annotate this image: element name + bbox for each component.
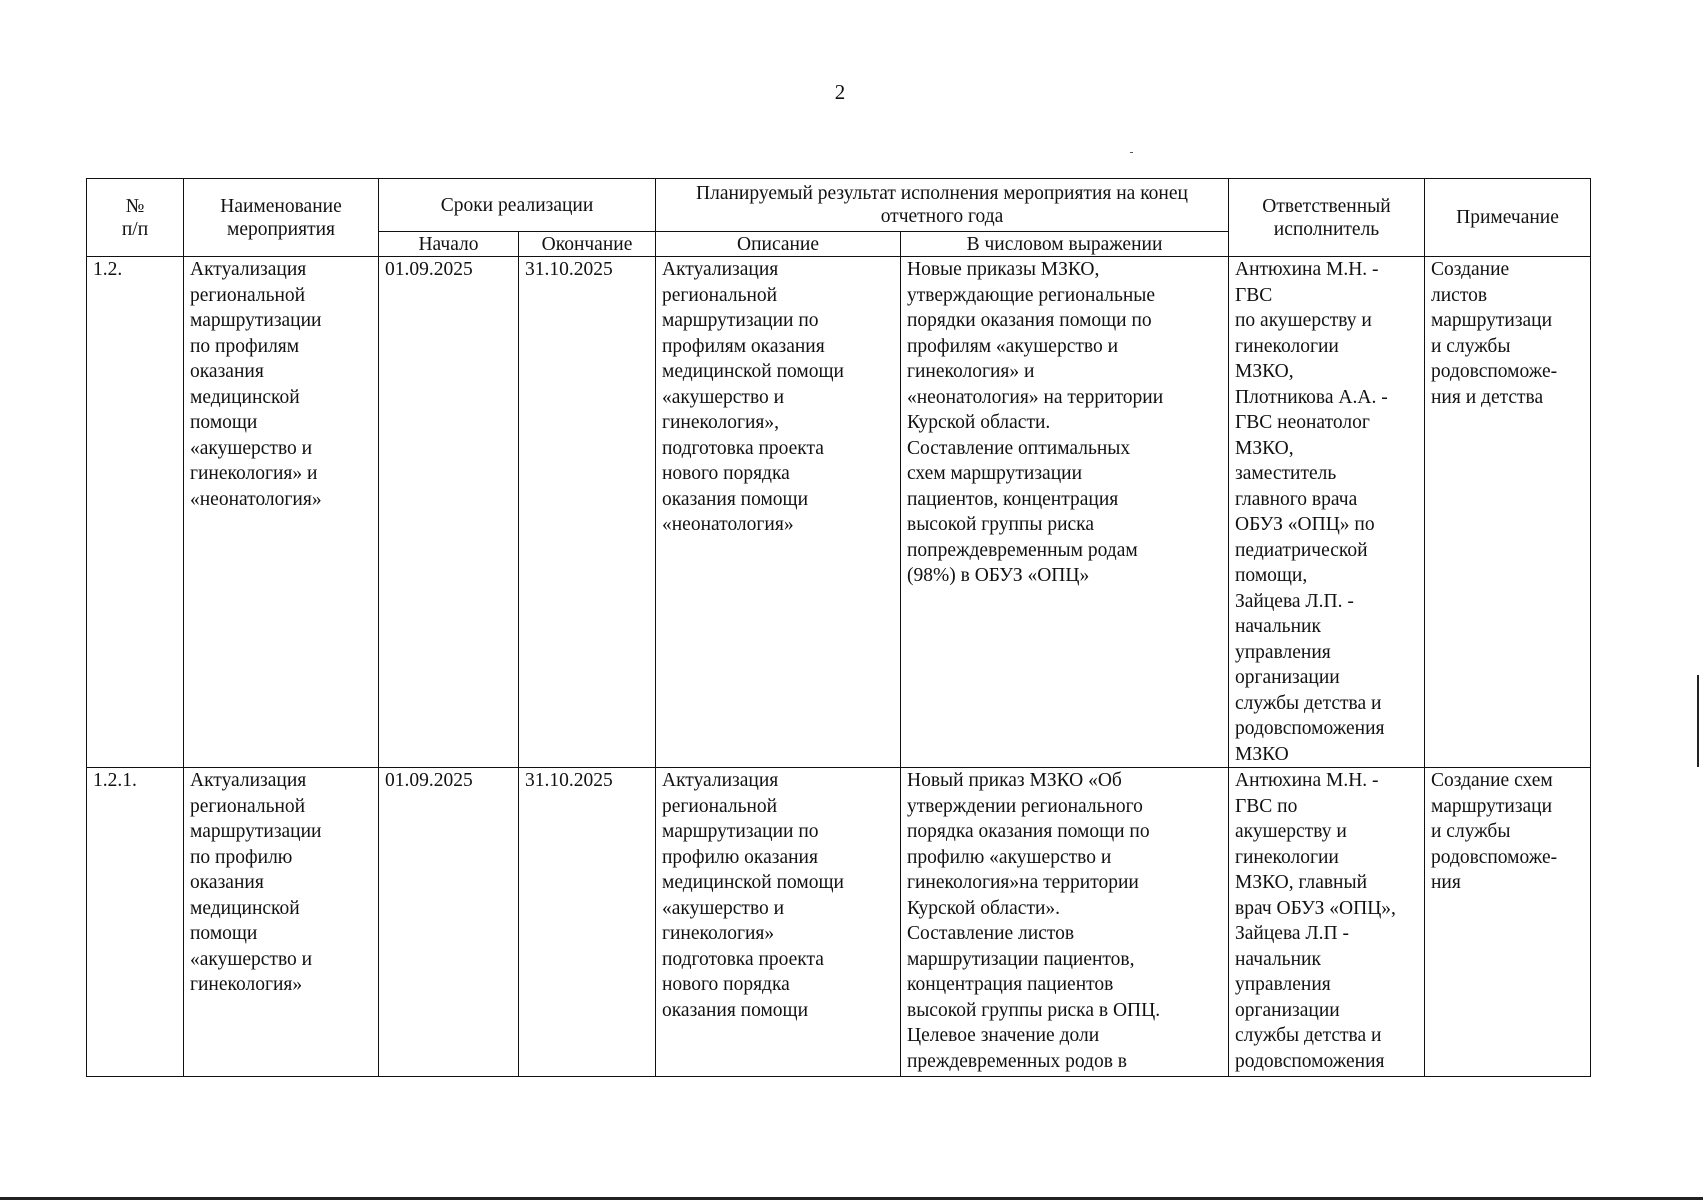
header-terms: Сроки реализации	[379, 179, 656, 232]
scan-artifact-dot	[1130, 152, 1133, 153]
cell-name: Актуализация региональной маршрутизации по профилю оказания медицинской помощи «акушерство и гинекология»	[184, 768, 379, 1077]
cell-name: Актуализация региональной маршрутизации по профилям оказания медицинской помощи «акушерство и гинекология» и «неонатология»	[184, 257, 379, 768]
cell-description: Актуализация региональной маршрутизации по профилю оказания медицинской помощи «акушерство и гинекология» подготовка проекта нового порядка оказания помощи	[656, 768, 901, 1077]
cell-start: 01.09.2025	[379, 768, 519, 1077]
page-number: 2	[834, 80, 846, 104]
cell-note: Создание листов маршрутизаци и службы родовспоможе- ния и детства	[1425, 257, 1591, 768]
header-note: Примечание	[1425, 179, 1591, 257]
cell-num: 1.2.1.	[87, 768, 184, 1077]
header-name: Наименование мероприятия	[184, 179, 379, 257]
scan-edge-mark	[1697, 675, 1699, 767]
header-start: Начало	[379, 232, 519, 257]
cell-responsible: Антюхина М.Н. - ГВС по акушерству и гинекологии МЗКО, главный врач ОБУЗ «ОПЦ», Зайцева Л.П - начальник управления организации службы детства и родовспоможения	[1229, 768, 1425, 1077]
cell-responsible: Антюхина М.Н. - ГВС по акушерству и гинекологии МЗКО, Плотникова А.А. - ГВС неонатолог МЗКО, заместитель главного врача ОБУЗ «ОПЦ» по педиатрической помощи, Зайцева Л.П. - начальник управления организации службы детства и родовспоможения МЗКО	[1229, 257, 1425, 768]
cell-numeric: Новые приказы МЗКО, утверждающие региональные порядки оказания помощи по профилям «акушерство и гинекология» и «неонатология» на территории Курской области. Составление оптимальных схем маршрутизации пациентов, концентрация высокой группы риска попреждевременным родам (98%) в ОБУЗ «ОПЦ»	[901, 257, 1229, 768]
table-row	[87, 768, 1591, 1077]
cell-end: 31.10.2025	[519, 768, 656, 1077]
header-planned-result: Планируемый результат исполнения мероприятия на конец отчетного года	[656, 179, 1229, 232]
cell-note: Создание схем маршрутизаци и службы родовспоможе- ния	[1425, 768, 1591, 1077]
header-end: Окончание	[519, 232, 656, 257]
cell-num: 1.2.	[87, 257, 184, 768]
cell-numeric: Новый приказ МЗКО «Об утверждении регионального порядка оказания помощи по профилю «акушерство и гинекология»на территории Курской области». Составление листов маршрутизации пациентов, концентрация пациентов высокой группы риска в ОПЦ. Целевое значение доли преждевременных родов в	[901, 768, 1229, 1077]
header-num: № п/п	[87, 179, 184, 257]
table-row	[87, 257, 1591, 768]
header-numeric: В числовом выражении	[901, 232, 1229, 257]
cell-description: Актуализация региональной маршрутизации по профилям оказания медицинской помощи «акушерство и гинекология», подготовка проекта нового порядка оказания помощи «неонатология»	[656, 257, 901, 768]
table-header-row	[87, 179, 1591, 232]
header-responsible: Ответственный исполнитель	[1229, 179, 1425, 257]
activity-plan-table	[86, 178, 1591, 1077]
cell-end: 31.10.2025	[519, 257, 656, 768]
cell-start: 01.09.2025	[379, 257, 519, 768]
header-description: Описание	[656, 232, 901, 257]
